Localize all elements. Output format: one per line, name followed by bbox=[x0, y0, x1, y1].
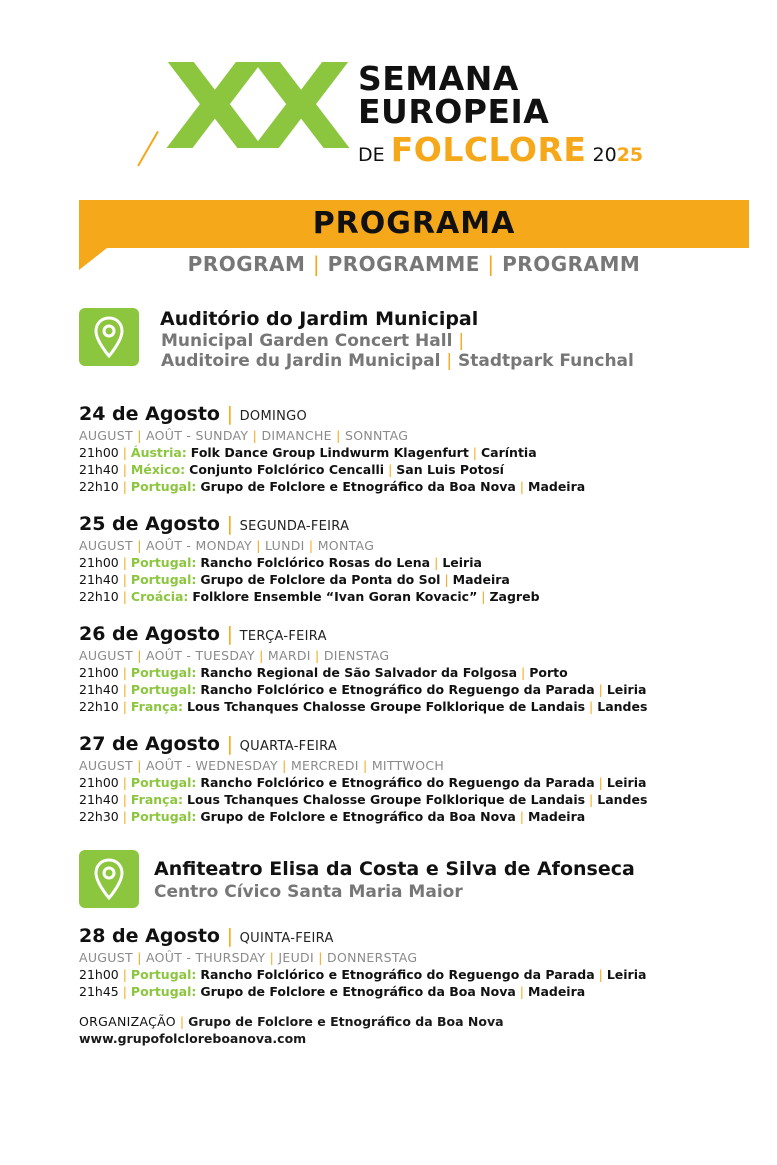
separator: | bbox=[598, 682, 603, 697]
event-place: Porto bbox=[529, 665, 568, 680]
event-country: Portugal: bbox=[130, 682, 197, 697]
venue1-sub-fr: Auditoire du Jardin Municipal bbox=[161, 351, 441, 371]
event-group: Grupo de Folclore e Etnográfico da Boa Nova bbox=[200, 809, 516, 824]
event-time: 21h00 bbox=[79, 665, 119, 680]
year-prefix: 20 bbox=[592, 144, 617, 166]
event-group: Grupo de Folclore da Ponta do Sol bbox=[200, 572, 441, 587]
event-place: Caríntia bbox=[481, 445, 537, 460]
day-date: 25 de Agosto bbox=[79, 513, 220, 535]
venue1-sub-de: Stadtpark Funchal bbox=[458, 351, 634, 371]
separator: | bbox=[388, 462, 393, 477]
separator: | bbox=[336, 428, 341, 443]
separator: | bbox=[137, 758, 142, 773]
separator: | bbox=[589, 792, 594, 807]
event-place: Leiria bbox=[606, 775, 647, 790]
event-time: 21h40 bbox=[79, 792, 119, 807]
separator: | bbox=[226, 513, 233, 535]
separator: | bbox=[226, 733, 233, 755]
event-time: 21h40 bbox=[79, 462, 119, 477]
separator: | bbox=[589, 699, 594, 714]
separator: | bbox=[519, 984, 525, 999]
separator: | bbox=[122, 572, 127, 587]
day-heading bbox=[79, 733, 759, 758]
event-row bbox=[79, 588, 759, 605]
event-place: San Luis Potosí bbox=[396, 462, 504, 477]
event-row bbox=[79, 478, 759, 495]
day-date: 27 de Agosto bbox=[79, 733, 220, 755]
day-weekday: SEGUNDA-FEIRA bbox=[239, 519, 350, 534]
event-country: Áustria: bbox=[130, 445, 187, 460]
separator: | bbox=[137, 538, 142, 553]
event-group: Rancho Folclórico Rosas do Lena bbox=[200, 555, 431, 570]
event-place: Leiria bbox=[606, 682, 647, 697]
event-group: Conjunto Folclórico Cencalli bbox=[189, 462, 385, 477]
event-row bbox=[79, 571, 759, 588]
event-place: Madeira bbox=[528, 479, 586, 494]
separator: | bbox=[122, 555, 127, 570]
separator: | bbox=[226, 403, 233, 425]
separator: | bbox=[434, 555, 439, 570]
day-weekday: TERÇA-FEIRA bbox=[239, 629, 327, 644]
event-country: Portugal: bbox=[130, 555, 197, 570]
event-country: Portugal: bbox=[130, 572, 197, 587]
day-block bbox=[79, 623, 759, 715]
day-heading bbox=[79, 513, 759, 538]
translation-t4: DONNERSTAG bbox=[327, 950, 418, 965]
venue1-sep: | bbox=[458, 331, 465, 351]
translation-t3: LUNDI bbox=[264, 538, 305, 553]
separator: | bbox=[252, 428, 258, 443]
translation-t3: JEUDI bbox=[278, 950, 314, 965]
day-block bbox=[79, 925, 759, 1000]
event-row bbox=[79, 444, 759, 461]
subtitle-programme: PROGRAMME bbox=[327, 252, 480, 276]
day-translations bbox=[79, 950, 759, 966]
title-semana: SEMANA bbox=[358, 59, 519, 98]
separator: | bbox=[137, 428, 142, 443]
event-country: Portugal: bbox=[130, 809, 197, 824]
separator: | bbox=[256, 538, 261, 553]
venue2-title: Anfiteatro Elisa da Costa e Silva de Afonseca bbox=[154, 858, 635, 880]
banner-subtitle bbox=[0, 252, 777, 276]
separator: | bbox=[137, 950, 142, 965]
event-place: Madeira bbox=[452, 572, 510, 587]
event-row bbox=[79, 808, 759, 825]
separator: | bbox=[122, 462, 127, 477]
event-row bbox=[79, 664, 759, 681]
separator: | bbox=[521, 665, 526, 680]
day-translations bbox=[79, 428, 759, 444]
translation-t3: DIMANCHE bbox=[261, 428, 332, 443]
separator: | bbox=[226, 623, 233, 645]
event-country: Portugal: bbox=[130, 984, 197, 999]
separator: | bbox=[122, 699, 127, 714]
website-link[interactable]: www.grupofolcloreboanova.com bbox=[79, 1031, 307, 1046]
translation-t4: MONTAG bbox=[317, 538, 375, 553]
separator: | bbox=[318, 950, 323, 965]
year-suffix: 25 bbox=[616, 144, 644, 166]
event-time: 21h40 bbox=[79, 572, 119, 587]
translation-t2: AOÛT - WEDNESDAY bbox=[145, 758, 278, 773]
event-country: Portugal: bbox=[130, 479, 197, 494]
translation-t4: DIENSTAG bbox=[323, 648, 390, 663]
separator: | bbox=[122, 792, 127, 807]
event-row bbox=[79, 774, 759, 791]
separator: | bbox=[122, 445, 127, 460]
separator: | bbox=[269, 950, 275, 965]
title-folclore: FOLCLORE bbox=[390, 130, 587, 169]
separator: | bbox=[122, 967, 127, 982]
event-place: Leiria bbox=[442, 555, 482, 570]
translation-t1: AUGUST bbox=[79, 950, 133, 965]
footer-organizer: Grupo de Folclore e Etnográfico da Boa Nova bbox=[188, 1014, 504, 1029]
separator: | bbox=[598, 775, 603, 790]
event-group: Rancho Regional de São Salvador da Folgosa bbox=[200, 665, 518, 680]
subtitle-sep: | bbox=[312, 252, 321, 276]
subtitle-programm: PROGRAMM bbox=[502, 252, 641, 276]
day-heading bbox=[79, 623, 759, 648]
translation-t4: SONNTAG bbox=[344, 428, 409, 443]
event-place: Madeira bbox=[528, 984, 586, 999]
venue1-sep: | bbox=[446, 351, 453, 371]
event-row bbox=[79, 554, 759, 571]
event-row bbox=[79, 966, 759, 983]
event-row bbox=[79, 698, 759, 715]
event-group: Folklore Ensemble “Ivan Goran Kovacic” bbox=[192, 589, 478, 604]
event-group: Grupo de Folclore e Etnográfico da Boa Nova bbox=[200, 479, 516, 494]
subtitle-program: PROGRAM bbox=[187, 252, 306, 276]
title-year bbox=[593, 144, 644, 166]
translation-t1: AUGUST bbox=[79, 758, 133, 773]
banner-title: PROGRAMA bbox=[312, 206, 516, 241]
header-accent-line bbox=[137, 131, 159, 167]
translation-t2: AOÛT - MONDAY bbox=[145, 538, 252, 553]
day-date: 24 de Agosto bbox=[79, 403, 220, 425]
event-place: Zagreb bbox=[489, 589, 540, 604]
day-weekday: QUINTA-FEIRA bbox=[239, 931, 334, 946]
separator: | bbox=[481, 589, 486, 604]
location-pin-icon bbox=[79, 308, 139, 366]
translation-t2: AOÛT - SUNDAY bbox=[145, 428, 249, 443]
event-time: 21h00 bbox=[79, 775, 119, 790]
location-pin-icon bbox=[79, 850, 139, 908]
day-translations bbox=[79, 648, 759, 664]
event-time: 21h40 bbox=[79, 682, 119, 697]
event-time: 21h00 bbox=[79, 967, 119, 982]
translation-t1: AUGUST bbox=[79, 538, 133, 553]
event-group: Folk Dance Group Lindwurm Klagenfurt bbox=[190, 445, 469, 460]
separator: | bbox=[122, 775, 127, 790]
footer-label: ORGANIZAÇÃO bbox=[79, 1014, 176, 1029]
separator: | bbox=[122, 479, 127, 494]
separator: | bbox=[122, 665, 127, 680]
separator: | bbox=[122, 682, 127, 697]
event-time: 22h10 bbox=[79, 479, 119, 494]
event-row bbox=[79, 983, 759, 1000]
event-country: Portugal: bbox=[130, 775, 197, 790]
footer bbox=[79, 1013, 504, 1047]
separator: | bbox=[137, 648, 142, 663]
event-place: Landes bbox=[597, 699, 648, 714]
separator: | bbox=[444, 572, 449, 587]
day-heading bbox=[79, 925, 759, 950]
event-row bbox=[79, 791, 759, 808]
translation-t2: AOÛT - TUESDAY bbox=[145, 648, 255, 663]
separator: | bbox=[472, 445, 478, 460]
event-country: França: bbox=[130, 699, 184, 714]
event-row bbox=[79, 681, 759, 698]
separator: | bbox=[598, 967, 603, 982]
event-time: 21h00 bbox=[79, 445, 119, 460]
xx-numeral: XX bbox=[164, 38, 337, 176]
event-group: Lous Tchanques Chalosse Groupe Folklorique de Landais bbox=[187, 792, 586, 807]
event-place: Leiria bbox=[606, 967, 647, 982]
title-folclore-line bbox=[358, 130, 644, 169]
event-time: 22h10 bbox=[79, 589, 119, 604]
event-group: Lous Tchanques Chalosse Groupe Folklorique de Landais bbox=[187, 699, 586, 714]
day-date: 28 de Agosto bbox=[79, 925, 220, 947]
event-country: México: bbox=[130, 462, 186, 477]
event-time: 22h10 bbox=[79, 699, 119, 714]
event-country: Portugal: bbox=[130, 665, 197, 680]
separator: | bbox=[519, 479, 525, 494]
separator: | bbox=[282, 758, 287, 773]
day-weekday: DOMINGO bbox=[239, 409, 308, 424]
event-group: Rancho Folclórico e Etnográfico do Reguengo da Parada bbox=[200, 967, 595, 982]
event-time: 21h45 bbox=[79, 984, 119, 999]
day-date: 26 de Agosto bbox=[79, 623, 220, 645]
event-country: França: bbox=[130, 792, 184, 807]
event-time: 22h30 bbox=[79, 809, 119, 824]
venue1-subtitle-1 bbox=[161, 331, 464, 351]
venue1-subtitle-2 bbox=[161, 351, 634, 371]
translation-t2: AOÛT - THURSDAY bbox=[145, 950, 266, 965]
event-place: Madeira bbox=[528, 809, 586, 824]
day-heading bbox=[79, 403, 759, 428]
translation-t1: AUGUST bbox=[79, 428, 133, 443]
event-group: Rancho Folclórico e Etnográfico do Reguengo da Parada bbox=[200, 682, 595, 697]
venue2-subtitle: Centro Cívico Santa Maria Maior bbox=[154, 882, 463, 902]
separator: | bbox=[226, 925, 233, 947]
venue1-sub-en: Municipal Garden Concert Hall bbox=[161, 331, 453, 351]
venue1-title: Auditório do Jardim Municipal bbox=[160, 308, 479, 330]
separator: | bbox=[122, 984, 127, 999]
title-europeia: EUROPEIA bbox=[358, 92, 550, 131]
event-row bbox=[79, 461, 759, 478]
day-block bbox=[79, 403, 759, 495]
day-translations bbox=[79, 758, 759, 774]
separator: | bbox=[122, 589, 127, 604]
separator: | bbox=[315, 648, 320, 663]
event-country: Portugal: bbox=[130, 967, 197, 982]
translation-t3: MARDI bbox=[267, 648, 311, 663]
day-weekday: QUARTA-FEIRA bbox=[239, 739, 338, 754]
separator: | bbox=[519, 809, 525, 824]
translation-t4: MITTWOCH bbox=[371, 758, 445, 773]
day-block bbox=[79, 513, 759, 605]
separator: | bbox=[122, 809, 127, 824]
event-group: Grupo de Folclore e Etnográfico da Boa Nova bbox=[200, 984, 516, 999]
event-place: Landes bbox=[597, 792, 648, 807]
event-time: 21h00 bbox=[79, 555, 119, 570]
translation-t3: MERCREDI bbox=[290, 758, 359, 773]
event-country: Croácia: bbox=[130, 589, 189, 604]
title-de: DE bbox=[358, 144, 385, 166]
day-translations bbox=[79, 538, 759, 554]
day-block bbox=[79, 733, 759, 825]
translation-t1: AUGUST bbox=[79, 648, 133, 663]
separator: | bbox=[363, 758, 368, 773]
subtitle-sep: | bbox=[487, 252, 495, 276]
separator: | bbox=[259, 648, 264, 663]
separator: | bbox=[308, 538, 314, 553]
event-group: Rancho Folclórico e Etnográfico do Reguengo da Parada bbox=[200, 775, 595, 790]
footer-sep: | bbox=[179, 1014, 185, 1029]
